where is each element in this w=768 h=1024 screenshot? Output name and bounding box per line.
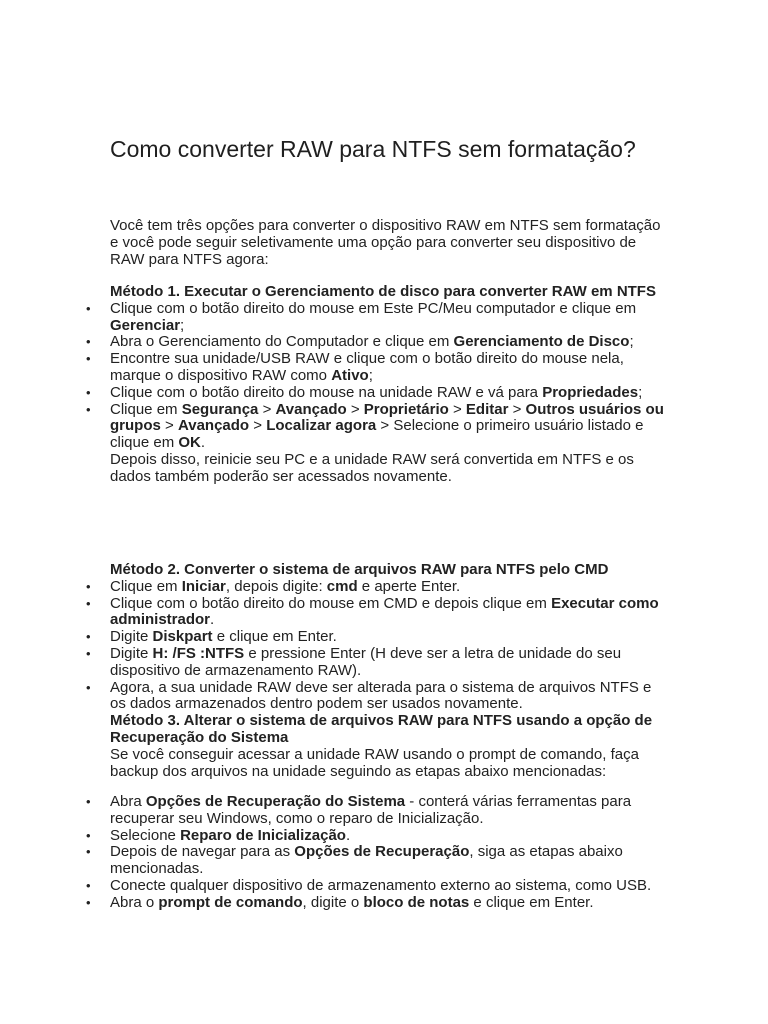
list-item: • Abra o Gerenciamento do Computador e clique em Gerenciamento de Disco; [110, 334, 670, 351]
list-item: • Digite H: /FS :NTFS e pressione Enter (H deve ser a letra de unidade do seu dispositivo de armazenamento RAW). [110, 646, 670, 680]
list-item: • Clique com o botão direito do mouse em CMD e depois clique em Executar como administrador. [110, 596, 670, 630]
list-item: • Clique em Iniciar, depois digite: cmd e aperte Enter. [110, 579, 670, 596]
method-1-note: Depois disso, reinicie seu PC e a unidade RAW será convertida em NTFS e os dados também poderão ser acessados novamente. [110, 450, 634, 485]
list-item: • Clique em Segurança > Avançado > Proprietário > Editar > Outros usuários ou grupos > Avançado > Localizar agora > Selecione o primeiro usuário listado e clique em OK. [110, 402, 670, 452]
list-item: • Abra Opções de Recuperação do Sistema - conterá várias ferramentas para recuperar seu Windows, como o reparo de Inicialização. [110, 794, 670, 828]
method-3-heading: Método 3. Alterar o sistema de arquivos RAW para NTFS usando a opção de Recuperação do Sistema [110, 712, 653, 746]
method-3-steps [110, 794, 670, 912]
method-1-steps [110, 301, 670, 452]
method-2-heading: Método 2. Converter o sistema de arquivos RAW para NTFS pelo CMD [110, 561, 609, 578]
method-2-section [110, 562, 670, 780]
list-item: • Agora, a sua unidade RAW deve ser alterada para o sistema de arquivos NTFS e os dados armazenados dentro podem ser usados novamente. [110, 680, 670, 714]
intro-paragraph: Você tem três opções para converter o dispositivo RAW em NTFS sem formatação e você pode seguir seletivamente uma opção para converter seu dispositivo de RAW para NTFS agora: [110, 217, 661, 268]
method-3-intro: Se você conseguir acessar a unidade RAW usando o prompt de comando, faça backup dos arquivos na unidade seguindo as etapas abaixo mencionadas: [110, 745, 639, 780]
list-item: • Encontre sua unidade/USB RAW e clique com o botão direito do mouse nela, marque o dispositivo RAW como Ativo; [110, 351, 670, 385]
method-1-section [110, 284, 670, 486]
list-item: • Abra o prompt de comando, digite o bloco de notas e clique em Enter. [110, 895, 670, 912]
list-item: • Clique com o botão direito do mouse em Este PC/Meu computador e clique em Gerenciar; [110, 301, 670, 335]
list-item: • Conecte qualquer dispositivo de armazenamento externo ao sistema, como USB. [110, 878, 670, 895]
list-item: • Depois de navegar para as Opções de Recuperação, siga as etapas abaixo mencionadas. [110, 844, 670, 878]
page-title: Como converter RAW para NTFS sem formatação? [110, 136, 636, 162]
method-1-heading: Método 1. Executar o Gerenciamento de disco para converter RAW em NTFS [110, 283, 656, 300]
list-item: • Digite Diskpart e clique em Enter. [110, 629, 670, 646]
list-item: • Clique com o botão direito do mouse na unidade RAW e vá para Propriedades; [110, 385, 670, 402]
list-item: • Selecione Reparo de Inicialização. [110, 828, 670, 845]
method-3-steps-section [110, 794, 670, 912]
method-2-steps [110, 579, 670, 713]
